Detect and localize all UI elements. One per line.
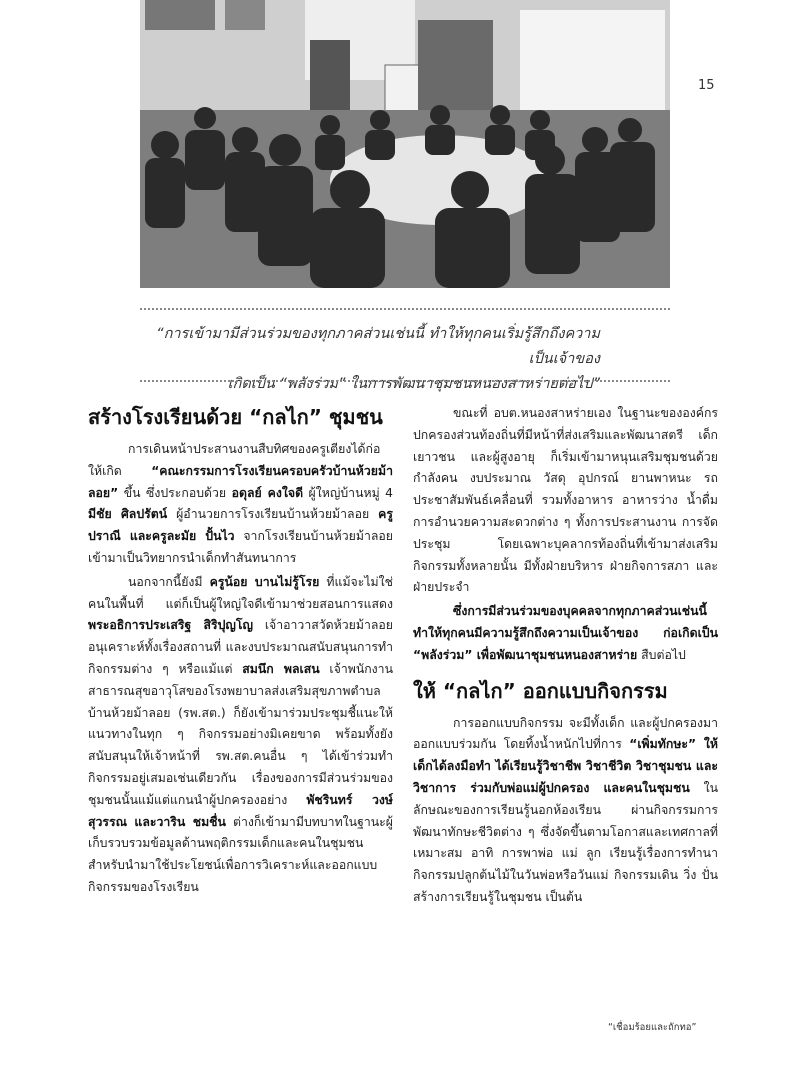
bold-text-run: พระอธิการประเสริฐ สิริปุญโญ [88,618,253,633]
text-run: สืบต่อไป [637,647,686,662]
right-paragraph-1 [413,403,718,599]
text-run: ต่างก็เข้ามามีบทบาทในฐานะผู้เก็บรวบรวมข้อมูลด้านพฤติกรรมเด็กและคนในชุมชน สำหรับนำมาใช้ประโยชน์เพื่อการวิเคราะห์และออกแบบกิจกรรมของโรงเรียน [88,814,393,894]
caption-line-1: “การเข้ามามีส่วนร่วมของทุกภาคส่วนเช่นนี้ ทำให้ทุกคนเริ่มรู้สึกถึงความเป็นเจ้าของ [156,326,600,367]
caption-top-divider [140,308,670,310]
text-run: ในลักษณะของการเรียนรู้นอกห้องเรียน ผ่านกิจกรรมการพัฒนาทักษะชีวิตต่าง ๆ ซึ่งจัดขึ้นตามโอกาสและเทศกาลที่เหมาะสม อาทิ การพาพ่อ แม่ ลูก เรียนรู้เรื่องการทำนา กิจกรรมปลูกต้นไม้ในวันพ่อหรือวันแม่ กิจกรรมเดิน วิ่ง ปั่น สร้างการเรียนรู้ในชุมชน เป็นต้น [413,780,718,904]
bold-text-run: พัชรินทร์ วงษ์สุวรรณ และวาริน ชมชื่น [88,792,393,829]
footer-title: “เชื่อมร้อยและถักทอ” [608,1022,697,1033]
page-number: 15 [698,78,715,93]
caption-bottom-divider [140,380,670,382]
left-column [88,403,393,901]
text-run: ที่แม้จะไม่ใช่คนในพื้นที่ แต่ก็เป็นผู้ใหญ่ใจดีเข้ามาช่วยสอนการแสดง [88,574,393,611]
section-heading-school: สร้างโรงเรียนด้วย “กลไก” ชุมชน [88,405,383,429]
left-paragraph-2 [88,572,393,899]
right-paragraph-3 [413,713,718,909]
text-run: การออกแบบกิจกรรม จะมีทั้งเด็ก และผู้ปกครองมาออกแบบร่วมกัน โดยทิ้งน้ำหนักไปที่การ [413,715,718,752]
bold-text-run: “คณะกรรมการโรงเรียนครอบครัวบ้านห้วยม้าลอย” [88,463,393,500]
section-heading-activities: ให้ “กลไก” ออกแบบกิจกรรม [413,678,668,703]
text-run: ผู้อำนวยการโรงเรียนบ้านห้วยม้าลอย [167,507,379,522]
caption-line-2: เกิดเป็น “พลังร่วม” ในการพัฒนาชุมชนหนองสาหร่ายต่อไป” [227,376,600,392]
text-run: ผู้ใหญ่บ้านหมู่ 4 [303,485,394,500]
bold-text-run: ครูปราณี และครูละมัย ปั้นไว [88,507,393,544]
text-run: นอกจากนี้ยังมี [128,574,210,589]
right-paragraph-2 [413,601,718,666]
right-column [413,403,718,911]
text-run: ขณะที่ อบต.หนองสาหร่ายเอง ในฐานะขององค์กรปกครองส่วนท้องถิ่นที่มีหน้าที่ส่งเสริมและพัฒนาสตรี เด็ก เยาวชน และผู้สูงอายุ ก็เริ่มเข้ามาหนุนเสริมชุมชนด้วยกำลังคน งบประมาณ วัสดุ อุปกรณ์ ยานพาหนะ รถประชาสัมพันธ์เคลื่อนที่ รวมทั้งอาหาร อาหารว่าง น้ำดื่ม การอำนวยความสะดวกต่าง ๆ ทั้งการประสานงาน การจัดประชุม โดยเฉพาะบุคลากรท้องถิ่นที่เข้ามาส่งเสริมกิจกรรมทั้งหลายนั้น มีทั้งฝ่ายบริหาร ฝ่ายกิจการสภา และฝ่ายประจำ [413,406,718,595]
text-run: เจ้าอาวาสวัดห้วยม้าลอยอนุเคราะห์ทั้งเรื่องสถานที่ และงบประมาณสนับสนุนการทำกิจกรรมต่าง ๆ หรือแม้แต่ [88,618,393,676]
text-run: ขึ้น ซึ่งประกอบด้วย [118,485,232,500]
bold-text-run: “เพิ่มทักษะ” ให้เด็กได้ลงมือทำ ได้เรียนรู้วิชาชีพ วิชาชีวิต วิชาชุมชน และวิชาการ ร่วมกับพ่อแม่ผู้ปกครอง และคนในชุมชน [413,737,718,795]
bold-text-run: ซึ่งการมีส่วนร่วมของบุคคลจากทุกภาคส่วนเช่นนี้ ทำให้ทุกคนมีความรู้สึกถึงความเป็นเจ้าของ ก่อเกิดเป็น “พลังร่วม” เพื่อพัฒนาชุมชนหนองสาหร่าย [413,604,718,662]
text-run: จากโรงเรียนบ้านห้วยม้าลอยเข้ามาเป็นวิทยากรนำเด็กทำสันทนาการ [88,529,393,565]
bold-text-run: อดุลย์ คงใจดี [231,485,304,500]
bold-text-run: ครูน้อย บานไม่รู้โรย [209,574,320,589]
bold-text-run: มีชัย ศิลปรัตน์ [88,507,168,522]
text-run: เจ้าพนักงานสาธารณสุขอาวุโสของโรงพยาบาลส่งเสริมสุขภาพตำบลบ้านห้วยม้าลอย (รพ.สต.) ก็ยังเข้ามาร่วมประชุมชี้แนะให้แนวทางในทุก ๆ กิจกรรมอย่างมิเคยขาด พร้อมทั้งยังสนับสนุนให้เจ้าหน้าที่ รพ.สต.คนอื่น ๆ ได้เข้าร่วมทำกิจกรรมอยู่เสมอเช่นเดียวกัน เรื่องของการมีส่วนร่วมของชุมชนนั้นแม้แต่แกนนำผู้ปกครองอย่าง [88,661,393,807]
meeting-photo [140,0,670,288]
left-paragraph-1 [88,439,393,570]
bold-text-run: สมนึก พลเสน [242,661,320,676]
photo-caption [140,322,600,397]
text-run: การเดินหน้าประสานงานสืบทิศของครูเตียงได้ก่อให้เกิด [88,442,381,478]
